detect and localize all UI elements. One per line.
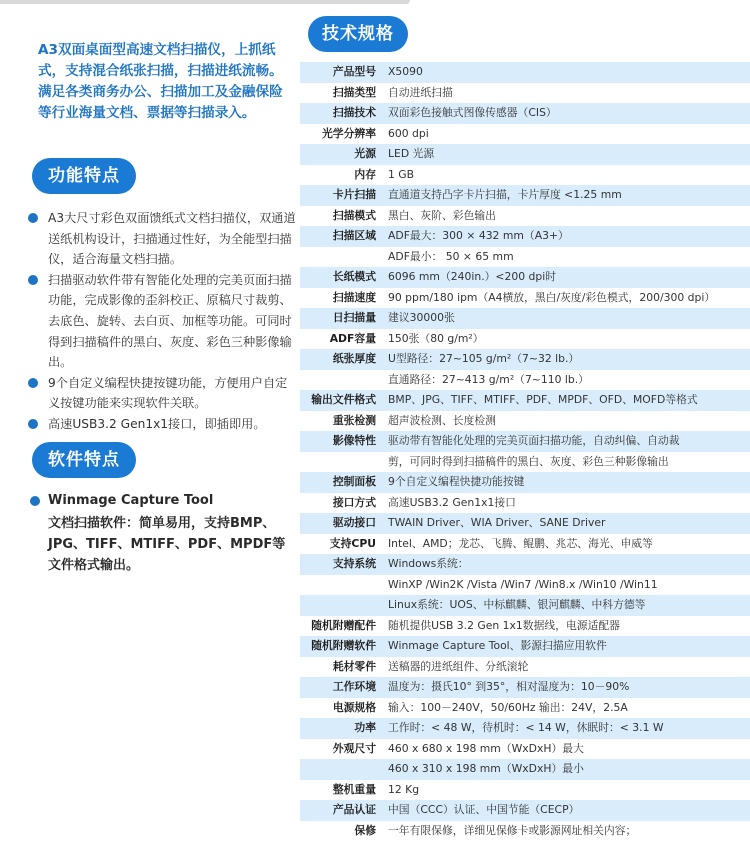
spec-value: 一年有限保修，详细见保修卡或影源网址相关内容；: [388, 821, 750, 841]
spec-row: [300, 657, 750, 678]
spec-value: 9个自定义编程快捷功能按键: [388, 472, 750, 493]
spec-row: [300, 226, 750, 247]
spec-value: ADF最小： 50 × 65 mm: [388, 247, 750, 268]
spec-label: 随机附赠软件: [300, 636, 388, 657]
spec-value: 随机提供USB 3.2 Gen 1x1数据线，电源适配器: [388, 616, 750, 637]
spec-value: 90 ppm/180 ipm（A4横放，黑白/灰度/彩色模式，200/300 dpi）: [388, 288, 750, 309]
spec-row: [300, 698, 750, 719]
spec-label: 长纸模式: [300, 267, 388, 288]
software-block: [28, 491, 298, 576]
spec-value: BMP、JPG、TIFF、MTIFF、PDF、MPDF、OFD、MOFD等格式: [388, 390, 750, 411]
spec-label: 保修: [300, 821, 388, 841]
spec-value: 高速USB3.2 Gen1x1接口: [388, 493, 750, 514]
spec-value: 温度为：摄氏10° 到35°，相对湿度为：10－90%: [388, 677, 750, 698]
spec-row: [300, 390, 750, 411]
spec-row: [300, 821, 750, 841]
spec-value: 6096 mm（240in.）<200 dpi时: [388, 267, 750, 288]
spec-label: 光学分辨率: [300, 124, 388, 145]
spec-value: 送稿器的进纸组件、分纸滚轮: [388, 657, 750, 678]
spec-label: 日扫描量: [300, 308, 388, 329]
spec-label: 扫描模式: [300, 206, 388, 227]
spec-value: 驱动带有智能化处理的完美页面扫描功能，自动纠偏、自动裁: [388, 431, 750, 452]
spec-row: [300, 206, 750, 227]
spec-row: [300, 349, 750, 370]
spec-row: [300, 83, 750, 104]
spec-label: [300, 595, 388, 616]
spec-row: [300, 575, 750, 596]
spec-value: ADF最大：300 × 432 mm（A3+）: [388, 226, 750, 247]
spec-value: 150张（80 g/m²）: [388, 329, 750, 350]
spec-table: [300, 62, 750, 841]
spec-value: Intel、AMD；龙芯、飞腾、鲲鹏、兆芯、海光、申威等: [388, 534, 750, 555]
spec-row: [300, 739, 750, 760]
intro-text: A3双面桌面型高速文档扫描仪，上抓纸式，支持混合纸张扫描，扫描进纸流畅。满足各类商务办公、扫描加工及金融保险等行业海量文档、票据等扫描录入。: [38, 40, 294, 124]
spec-label: 输出文件格式: [300, 390, 388, 411]
spec-row: [300, 636, 750, 657]
spec-value: 自动进纸扫描: [388, 83, 750, 104]
spec-heading: 技术规格: [308, 16, 408, 52]
spec-label: 接口方式: [300, 493, 388, 514]
bullet-dot-icon: [28, 213, 38, 223]
spec-row: [300, 780, 750, 801]
spec-label: 控制面板: [300, 472, 388, 493]
spec-label: 影像特性: [300, 431, 388, 452]
spec-value: U型路径：27~105 g/m²（7~32 lb.）: [388, 349, 750, 370]
spec-value: 黑白、灰阶、彩色输出: [388, 206, 750, 227]
spec-value: Winmage Capture Tool、影源扫描应用软件: [388, 636, 750, 657]
spec-label: 整机重量: [300, 780, 388, 801]
spec-row: [300, 472, 750, 493]
feature-item: 9个自定义编程快捷按键功能，方便用户自定义按键功能来实现软件关联。: [26, 373, 296, 414]
spec-label: 扫描区域: [300, 226, 388, 247]
spec-row: [300, 718, 750, 739]
spec-row: [300, 329, 750, 350]
software-desc: 文档扫描软件：简单易用，支持BMP、JPG、TIFF、MTIFF、PDF、MPDF等文件格式输出。: [28, 513, 298, 576]
spec-label: 工作环境: [300, 677, 388, 698]
spec-row: [300, 616, 750, 637]
spec-row: [300, 103, 750, 124]
spec-row: [300, 247, 750, 268]
spec-label: 纸张厚度: [300, 349, 388, 370]
spec-label: 内存: [300, 165, 388, 186]
bullet-dot-icon: [28, 275, 38, 285]
spec-row: [300, 124, 750, 145]
spec-value: 双面彩色接触式图像传感器（CIS）: [388, 103, 750, 124]
spec-value: 460 x 310 x 198 mm（WxDxH）最小: [388, 759, 750, 780]
spec-label: 电源规格: [300, 698, 388, 719]
spec-row: [300, 144, 750, 165]
feature-item: A3大尺寸彩色双面馈纸式文档扫描仪，双通道送纸机构设计，扫描通过性好，为全能型扫描仪，适合海量文档扫描。: [26, 208, 296, 270]
feature-item: 扫描驱动软件带有智能化处理的完美页面扫描功能，完成影像的歪斜校正、原稿尺寸裁剪、去底色、旋转、去白页、加框等功能。可同时得到扫描稿件的黑白、灰度、彩色三种影像输出。: [26, 270, 296, 373]
spec-row: [300, 370, 750, 391]
spec-row: [300, 800, 750, 821]
feature-item: 高速USB3.2 Gen1x1接口，即插即用。: [26, 414, 296, 435]
software-heading: 软件特点: [32, 442, 136, 478]
spec-value: 输入：100－240V，50/60Hz 输出：24V，2.5A: [388, 698, 750, 719]
spec-label: 扫描速度: [300, 288, 388, 309]
spec-value: 直通路径：27~413 g/m²（7~110 lb.）: [388, 370, 750, 391]
spec-row: [300, 513, 750, 534]
spec-label: 扫描技术: [300, 103, 388, 124]
spec-row: [300, 62, 750, 83]
spec-value: 1 GB: [388, 165, 750, 186]
spec-row: [300, 677, 750, 698]
left-column: [0, 0, 300, 773]
spec-label: 光源: [300, 144, 388, 165]
spec-row: [300, 452, 750, 473]
spec-row: [300, 185, 750, 206]
spec-value: 中国（CCC）认证、中国节能（CECP）: [388, 800, 750, 821]
spec-row: [300, 534, 750, 555]
spec-value: 剪，可同时得到扫描稿件的黑白、灰度、彩色三种影像输出: [388, 452, 750, 473]
spec-row: [300, 759, 750, 780]
spec-value: 460 x 680 x 198 mm（WxDxH）最大: [388, 739, 750, 760]
spec-value: 600 dpi: [388, 124, 750, 145]
spec-label: [300, 247, 388, 268]
software-name: Winmage Capture Tool: [28, 491, 298, 511]
spec-row: [300, 411, 750, 432]
spec-row: [300, 308, 750, 329]
spec-value: X5090: [388, 62, 750, 83]
spec-label: [300, 759, 388, 780]
features-list: [26, 208, 296, 435]
spec-label: 随机附赠配件: [300, 616, 388, 637]
spec-label: 扫描类型: [300, 83, 388, 104]
spec-row: [300, 554, 750, 575]
spec-value: LED 光源: [388, 144, 750, 165]
spec-label: 重张检测: [300, 411, 388, 432]
spec-label: ADF容量: [300, 329, 388, 350]
spec-value: Linux系统：UOS、中标麒麟、银河麒麟、中科方德等: [388, 595, 750, 616]
spec-value: 12 Kg: [388, 780, 750, 801]
bullet-dot-icon: [28, 419, 38, 429]
spec-value: 建议30000张: [388, 308, 750, 329]
spec-label: 功率: [300, 718, 388, 739]
spec-value: TWAIN Driver、WIA Driver、SANE Driver: [388, 513, 750, 534]
bullet-dot-icon: [28, 378, 38, 388]
spec-label: 耗材零件: [300, 657, 388, 678]
spec-value: 工作时：< 48 W，待机时：< 14 W，休眠时：< 3.1 W: [388, 718, 750, 739]
spec-value: Windows系统：: [388, 554, 750, 575]
bullet-dot-icon: [30, 496, 40, 506]
spec-value: 直通道支持凸字卡片扫描，卡片厚度 <1.25 mm: [388, 185, 750, 206]
spec-label: [300, 575, 388, 596]
spec-row: [300, 267, 750, 288]
spec-row: [300, 288, 750, 309]
spec-label: [300, 370, 388, 391]
spec-label: 支持系统: [300, 554, 388, 575]
spec-label: 产品认证: [300, 800, 388, 821]
spec-label: 产品型号: [300, 62, 388, 83]
spec-value: 超声波检测、长度检测: [388, 411, 750, 432]
spec-label: 外观尺寸: [300, 739, 388, 760]
features-heading: 功能特点: [32, 158, 136, 194]
spec-label: 支持CPU: [300, 534, 388, 555]
spec-value: WinXP /Win2K /Vista /Win7 /Win8.x /Win10 /Win11: [388, 575, 750, 596]
spec-row: [300, 493, 750, 514]
spec-label: [300, 452, 388, 473]
spec-row: [300, 431, 750, 452]
spec-label: 卡片扫描: [300, 185, 388, 206]
spec-row: [300, 165, 750, 186]
spec-row: [300, 595, 750, 616]
spec-label: 驱动接口: [300, 513, 388, 534]
